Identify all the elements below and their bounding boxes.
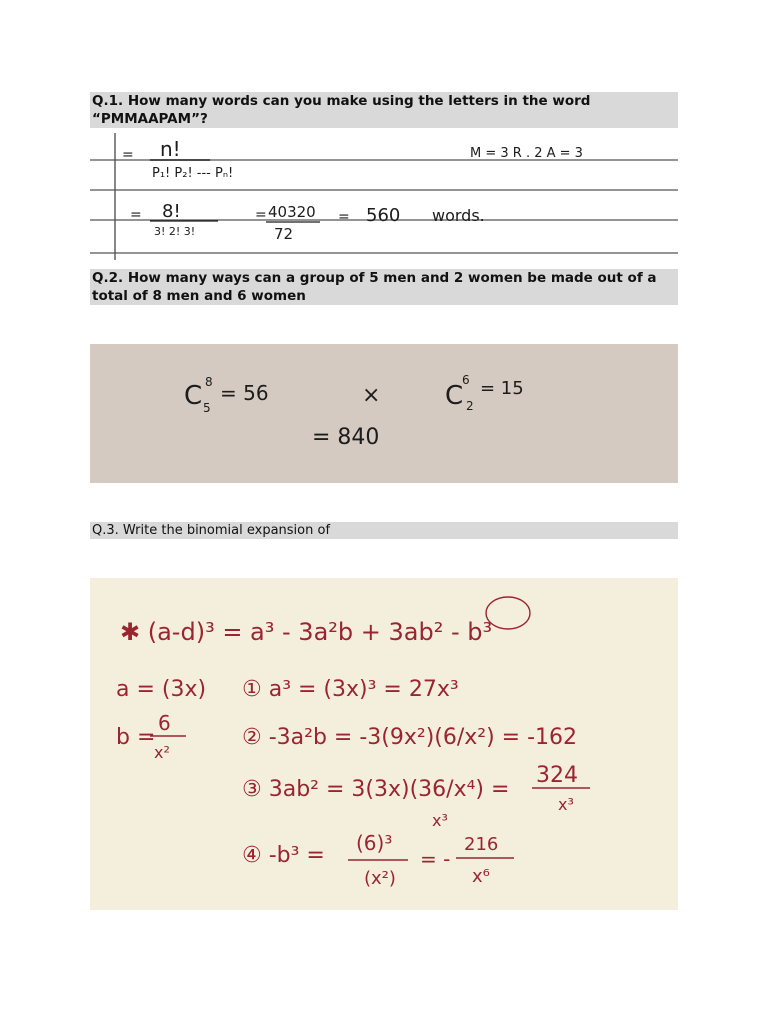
svg-text:=: = (338, 209, 350, 225)
q1-fraction-numerator: 40320 (268, 203, 316, 221)
q3-step-3-denominator: x³ (558, 795, 574, 814)
question-2-solution-photo (90, 344, 678, 483)
q3-b-label: b = (116, 725, 156, 750)
q2-c2-value: = 15 (480, 378, 524, 399)
q3-step-4-note: x³ (432, 811, 448, 830)
q3-step-2: ② -3a²b = -3(9x²)(6/x²) = -162 (242, 725, 578, 750)
q2-times: × (362, 383, 381, 408)
q2-c1: C (184, 381, 203, 411)
q3-a-definition: a = (3x) (116, 677, 207, 702)
q3-step-4: ④ -b³ = (242, 843, 325, 868)
svg-text:=: = (130, 207, 142, 223)
question-1-heading: Q.1. How many words can you make using the letters in the word “PMMAAPAM”? (90, 92, 678, 128)
q3-step-3: ③ 3ab² = 3(3x)(36/x⁴) = (242, 777, 510, 802)
q2-c2: C (445, 381, 464, 411)
q3-handwritten-work (90, 578, 678, 910)
question-2-heading: Q.2. How many ways can a group of 5 men and 2 women be made out of a total of 8 men and 6 women (90, 269, 678, 305)
q1-formula-top: n! (160, 137, 181, 161)
q3-step-3-numerator: 324 (536, 763, 578, 788)
q3-step-4-numerator: (6)³ (356, 831, 393, 855)
q2-total: = 840 (312, 425, 380, 450)
svg-text:5: 5 (203, 401, 211, 415)
q3-step-4-result-numerator: 216 (464, 834, 499, 855)
svg-text:6: 6 (462, 373, 470, 387)
q1-unit: words. (432, 206, 485, 225)
q1-handwritten-work (90, 133, 678, 260)
svg-text:2: 2 (466, 399, 474, 413)
q1-formula-bottom: P₁! P₂! --- Pₙ! (152, 166, 234, 181)
svg-text:8: 8 (205, 375, 213, 389)
q1-line2-numerator: 8! (162, 201, 181, 222)
svg-text:= -: = - (420, 847, 451, 871)
svg-text:=: = (255, 207, 267, 223)
q1-fraction-denominator: 72 (274, 225, 294, 243)
q3-step-1: ① a³ = (3x)³ = 27x³ (242, 677, 459, 702)
question-3-solution-photo (90, 578, 678, 910)
q3-formula: ✱ (a-d)³ = a³ - 3a²b + 3ab² - b³ (120, 618, 493, 646)
question-1-solution-photo (90, 133, 678, 260)
q3-step-4-result-denominator: x⁶ (472, 866, 490, 887)
q3-b-denominator: x² (154, 743, 170, 762)
q2-handwritten-work (90, 344, 678, 483)
svg-text:=: = (122, 147, 134, 163)
question-3-heading: Q.3. Write the binomial expansion of (90, 522, 678, 539)
q1-result: 560 (366, 205, 401, 226)
q3-b-numerator: 6 (158, 711, 171, 735)
q2-c1-value: = 56 (220, 381, 269, 405)
q3-step-4-denominator: (x²) (364, 868, 396, 889)
q1-line2-denominator: 3! 2! 3! (154, 225, 196, 238)
q1-letter-counts: M = 3 R . 2 A = 3 (470, 146, 583, 161)
